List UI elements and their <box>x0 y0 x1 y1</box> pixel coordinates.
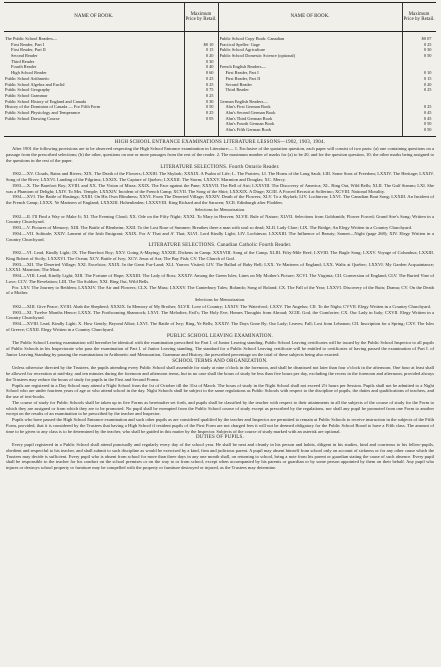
literature-paragraph: 1902.—XV. Clouds, Rains and Rivers; XIX. The Death of the Flowers; LXXIII. The Skylark; XXXIX. A Psalm of Life; L. The Prairies; LI. The Horns of the Long Sault; LIII. Some Sons of Freedom; LXXIV. The Heritage; LXXIV. Song of the River; LXXVI. Landing of the Pilgrims; LXXIX. The Capture of Quebec; LXXXII. The Storm; LXXXV. Marmion and Douglas; XC. Mercy. <box>6 171 434 183</box>
book-price: 0 30 <box>205 58 214 64</box>
book-price: 0 25 <box>205 75 214 81</box>
book-name: German English Readers— <box>219 98 268 104</box>
memorization-paragraph: 1902.—XIII. Give Peace; XVIII. Ahab the Shepherd; XXXIX. In Memory of My Brother; XLVII. Love of Country; LXXIV. The Waterfowl; LXXV. The Angelus; CII. To the Night; CVVII. Elegy Written in a Country Churchyard. <box>12 303 432 309</box>
book-price: 0 15 <box>205 47 214 53</box>
memorization-heading: Selections for Memorization. <box>194 206 246 212</box>
book-name: History of the Dominion of Canada — For Fifth Form <box>5 104 101 110</box>
book-name: High School Reader <box>11 70 47 76</box>
book-price: 0 50 <box>423 127 432 132</box>
book-price: 0 25 <box>205 81 214 87</box>
left-book-prices <box>184 32 218 137</box>
memorization-heading: Selections for Memorization. <box>194 297 246 303</box>
book-price: 0 10 <box>423 70 432 76</box>
column-header-price-right: Maximum Price by Retail. <box>402 3 436 32</box>
literature-paragraph: Por. LXV. The Journey to Bethlem; LXXXIV. The Air and Flowers; CLX. The Mass; LXXXV. The Canterbury Tales; Rolando; Song of Roland; CX. The Fall of the Year; LXXVI. Discovery of the Ruin; Drama; CV. On the Death of a Mother. <box>6 284 434 296</box>
right-book-prices <box>402 32 436 137</box>
book-price: 0 05 <box>205 115 214 121</box>
book-price: 0 50 <box>423 53 432 59</box>
intro-paragraph: After 1901 the following provisions are to be observed respecting the High School Entrance examination in Literature:— 1. Exclusive of the quotation question, each paper will consist of two parts: (a) one containing questions on a passage from the prescribed selections; (b) the other, questions on one or more passages from the rest of the reader. 2. The maximum number of marks for (a) to be 20, and for the question question, 10; the other marks being assigned to the questions in the rest of the paper. <box>6 146 434 163</box>
school-terms-heading: SCHOOL TERMS AND ORGANIZATION. <box>172 358 268 364</box>
book-price: 0 25 <box>423 87 432 93</box>
book-price: 0 30 <box>205 98 214 104</box>
school-terms-paragraph: Pupils who have passed the High School Entrance examination and such other pupils as are considered qualified by the teacher and Inspector are permitted to remain at Public Schools to receive instruction in the subjects of the Fifth Form, provided, that it is considered by the Trustees that having a High School if resident pupils of the First Form are not charged fees it will not be deemed obligatory for the Public School Board to have a Fifth class. The amount of time to be given to any class is to be determined by the teacher, who shall be guided in this matter by the Inspector. Subjects of the course of study marked with an asterisk are optional. <box>6 417 434 434</box>
book-name: Ahn's Fourth German Book <box>225 121 275 127</box>
book-name: French English Readers— <box>219 64 266 70</box>
document-page <box>4 2 436 664</box>
book-name: Ahn's Second German Book <box>225 109 276 115</box>
duties-heading: DUTIES OF PUPILS. <box>196 435 244 441</box>
book-name: The Public School Readers— <box>5 36 58 41</box>
book-name: Public School Algebra and Euclid <box>5 81 65 87</box>
book-name: Second Reader <box>225 81 252 87</box>
memorization-paragraph: 1903.—XI. Twelve Months Hence; LXXX. The Forthcoming Shamrock; LXVI. The Melodies; Fail's; The Holy Eve; Homes Thoughts from Abroad; XCIII. God, the Comforter; CX. Our Lady in Italy; CXVII. Elegy Written in a Country Churchyard. <box>6 309 434 321</box>
school-terms-paragraph: The course of study for Public Schools shall be taken up in five Forms as hereinafter set forth, and pupils shall be classified by the teacher with respect to their attainments in all the subjects of the course of study for the Form to which they are assigned or from which they are to be promoted. No pupil shall be exempted from the Public School course of study except as prescribed by the regulations, nor shall any pupil be promoted from one Form to another except on the results of an examination to be prescribed by the teacher and Inspector. <box>6 399 434 417</box>
textbook-price-table <box>4 2 436 137</box>
book-price: 0 45 <box>423 115 432 121</box>
book-name: First Reader, Part I <box>11 41 45 47</box>
table-body-row <box>4 32 436 137</box>
book-price: 0 50 <box>423 121 432 127</box>
literature-paragraph: 1902.—VI. Lead, Kindly Light; IX. The Barefoot Boy; XXV. Going A-Maying; XXXIII. Dickens in Camp; XXXVIII. Song of the Camp; XLIII. Fifty-Mile Reef; LXVIII. The Bugle Song; LXXV. Voyage of Columbus; LXXIII. King Robert of Sicily; LXXXVI. The Ocean; XCV. Battle of Ivry; XCV. Jesus of Ara; The Bay Fish; CV. The Church of God. <box>6 250 434 261</box>
literature-heading: LITERATURE SELECTIONS. Fourth Ontario Reader. <box>160 164 280 170</box>
memorization-paragraph: 1904.—XVIII. Lead, Kindly Light; X. How Gently; Beyond Albot; LXVI. The Battle of Ivry; Ring, Ye Bells; XXXIV. The Days Gone By; Our Lady; Leaves; Fall; Lost from Lebanon; CII. Inscription for a Spring; CXV. The Isles of Greece; CXXII. Elegy Written in a Country Churchyard. <box>6 321 434 332</box>
literature-paragraph: 1903.—X. The Barefoot Boy; XVIII. and XX. The Vision of Mirza; XXIX. The Face against the Pane; XXXVII. The Bell of Atri; LXXVIII. The Discovery of America; XL. Ring Out, Wild Bells; XLII. The Gulf Stream; LXI. She was a Phantom of Delight; LXIV. To Mrs. Temple; LXXXIV. Incident of the French Camp; XCVII. The Song of the Shirt; LXXXIX. A Dirge; XCIII. A Forced Recruit at Solferino; XCVIII. National Morality. <box>6 182 434 194</box>
book-name: Second Reader <box>11 53 38 59</box>
book-price: $0 10 <box>203 41 214 47</box>
memorization-paragraph: 1904.—VII. Solitude; XXIV. Lament of the Irish Emigrant; XXIX. For A' That and A' That; XLVI. Lord Kindly Light; LIV. Lochinvar; LXXXIII. The Influence of Beauty; Sonnet—Night (page 268); XIV. Elegy Written in a Country Churchyard. <box>6 230 434 242</box>
book-price: 0 40 <box>205 64 214 70</box>
book-name: Public School Agriculture <box>219 47 266 53</box>
book-name: Public School Geography <box>5 87 51 93</box>
leaving-exam-paragraph: The Public School Leaving examination will hereafter be identical with the examination prescribed for Part I. of Junior Leaving standing. Public School Leaving certificates will be issued by the Public School Inspector to all pupils of Public Schools in his Inspectorate who pass the examination of Part I. of Junior Leaving standing. The standard for a Public School Leaving certificate will be entitled to certificates of having passed the examination of Part I. of Junior Leaving Standing by passing the examinations in Arithmetic and Mensuration, Grammar and History, the prescribed percentage on the total of these subjects being also exacted. <box>6 340 434 357</box>
book-price: 0 25 <box>205 109 214 115</box>
literature-heading-catholic: LITERATURE SELECTIONS. Canadian Catholic Fourth Reader. <box>148 243 292 249</box>
column-header-price-left: Maximum Price by Retail. <box>184 3 218 32</box>
memorization-paragraph: 1903.—V. Pictures of Memory; XIII. The Battle of Blenheim; XXII. To the Lost Rose of Summer; Breathes there a man with soul so dead; XLII. Lady Clare; LIX. The Bridge; An Elegy Written in a Country Churchyard. <box>12 225 413 231</box>
school-terms-paragraph: Unless otherwise directed by the Trustees, the pupils attending every Public School shall assemble for study at nine o'clock in the forenoon, and shall be dismissed not later than four o'clock in the afternoon. One hour at least shall be allowed for recreation at mid-day, and ten minutes during the forenoon and afternoon terms, but in no case shall the hours of study be less than five hours per day, excluding the recess in the forenoon and afternoon, provided always the Trustees may reduce the hours of study for pupils in the First and Second Forms. <box>6 365 434 382</box>
book-price: 0 75 <box>205 87 214 93</box>
book-price: $0 07 <box>421 36 432 41</box>
book-name: Ahn's Fifth German Book <box>225 127 272 132</box>
book-price: 0 20 <box>205 53 214 59</box>
book-name: Public School Arithmetic <box>5 75 50 81</box>
book-name: First Reader, Part II <box>225 75 261 81</box>
book-name: Public School Grammar <box>5 92 48 98</box>
column-header-name-left: NAME OF BOOK. <box>4 3 184 32</box>
book-name: Public School Physiology and Temperance <box>5 109 81 115</box>
column-header-name-right: NAME OF BOOK. <box>218 3 402 32</box>
literature-paragraph: 1904.—XVI. The Battle of Hastings; XXIII. On His Own Blindness; XXVI. From The Deserted Village; XXXIV. Death of the Flowers; XLV. To a Skylark; LIV. Lochinvar; LXVI. The Canadian Boat Song; LXXIII. An Incident of the French Camp; LXXX. Ye Mariners of England; LXXXIII. Hohenlinden; LXXXVIII. King Richard and the Saracen; XCII. Edinburgh after Flodden. <box>6 194 434 206</box>
book-price: 0 60 <box>205 70 214 76</box>
book-price: 0 20 <box>423 81 432 87</box>
book-name: First Reader, Part I <box>225 70 259 76</box>
book-price: 0 25 <box>423 41 432 47</box>
book-price: 0 15 <box>423 75 432 81</box>
book-name: Public School Copy Book: Canadian <box>219 36 285 41</box>
book-price: 0 50 <box>205 104 214 110</box>
book-name: Public School Domestic Science (optional) <box>219 53 296 59</box>
book-price: 0 25 <box>423 104 432 110</box>
book-name: Third Reader <box>11 58 35 64</box>
book-price: 0 25 <box>205 92 214 98</box>
book-name: Third Reader <box>225 87 249 93</box>
table-header-row <box>4 3 436 32</box>
book-price: 0 30 <box>423 47 432 53</box>
literature-paragraph: 1903.—XII. The Deserted Village; XXI. Excelsior; XXIX. In the Great Fur-Land; XLI. Yarrow Visited; LIV. The Ballad of Baby Bell; LXX. Ye Mariners of England; LXX. Waltz at Quebec; LXXVI. My Garden Acquaintance; LXXXI. Marmion; The Moat. <box>6 261 434 273</box>
left-book-names <box>4 32 184 137</box>
literature-paragraph: 1904.—VIII. Lead, Kindly Light; XIII. The Fortune of Hope; XXXIII. The Lady of Ross; XXXIV. Among the Green Isles; Lines on My Mother's Picture; XCVI. The Virginia; CII. Conversion of England; CLV. The Buried Vine of Love; CCV. The Revelation; LIII. The Tin Soldier; XXI. Ring Out, Wild Bells. <box>6 273 434 284</box>
book-name: Ahn's First German Book <box>225 104 271 110</box>
duties-paragraph: Every pupil registered in a Public School shall attend punctually and regularly every day of the school year. He shall be neat and cleanly in his person and habits, diligent in his studies, kind and courteous to his fellow-pupils, obedient and respectful to his teacher, and shall submit to such discipline as would be exercised by a kind, firm and judicious parent. A pupil may absent himself from school only on account of sickness or for any other cause which the Trustees may decide is sufficient. Every pupil who is absent from school for more than three days in any one month shall, on returning to school, bring a note from his parent or guardian stating the cause of such absence. Every pupil shall be responsible to the teacher for his conduct on the school premises or on the way to or from school, except when accompanied by his parents or guardian or by some person appointed by them on their behalf. Any pupil who injures or destroys school property or furniture may be compelled with the property or furniture destroyed or injured, as the Trustees may determine. <box>6 442 434 471</box>
document-body <box>4 137 436 471</box>
book-name: Public School History of England and Canada <box>5 98 86 104</box>
book-name: Practical Speller: Gage <box>219 41 260 47</box>
right-book-names <box>218 32 402 137</box>
book-name: Fourth Reader <box>11 64 37 70</box>
book-name: First Reader, Part II <box>11 47 46 53</box>
book-name: Ahn's Third German Book <box>225 115 273 121</box>
leaving-exam-heading: PUBLIC SCHOOL LEAVING EXAMINATION. <box>167 333 273 339</box>
section-title: HIGH SCHOOL ENTRANCE EXAMINATIONS LITERATURE LESSONS—1902, 1903, 1904. <box>114 139 326 145</box>
memorization-paragraph: 1902.—II. I'll Find a Way or Make It; XI. The Evening Cloud; XX. Ode on the Fifty Night; XXXI. To Mary in Heaven; XLVII. Rule of Nature; XLVII. Selections from Goldsmith; Flower Forced; Grand Sire's Song; Written in a Country Churchyard. <box>6 213 434 225</box>
book-name: Public School Drawing Course <box>5 115 60 121</box>
book-price: 0 45 <box>423 109 432 115</box>
school-terms-paragraph: Pupils are registered in a Day School may attend a Night School from the 1st of October till the 31st of March. The hours of study in the Night School shall not exceed 2½ hours per Session. Pupils shall not be admitted to a Night School who are under fourteen years of age or who attend school in the day. Night Schools shall be subject to the same regulations as Public Schools with respect to the discipline of pupils, the duties and qualifications of teachers, and the use of text-books. <box>6 382 434 400</box>
